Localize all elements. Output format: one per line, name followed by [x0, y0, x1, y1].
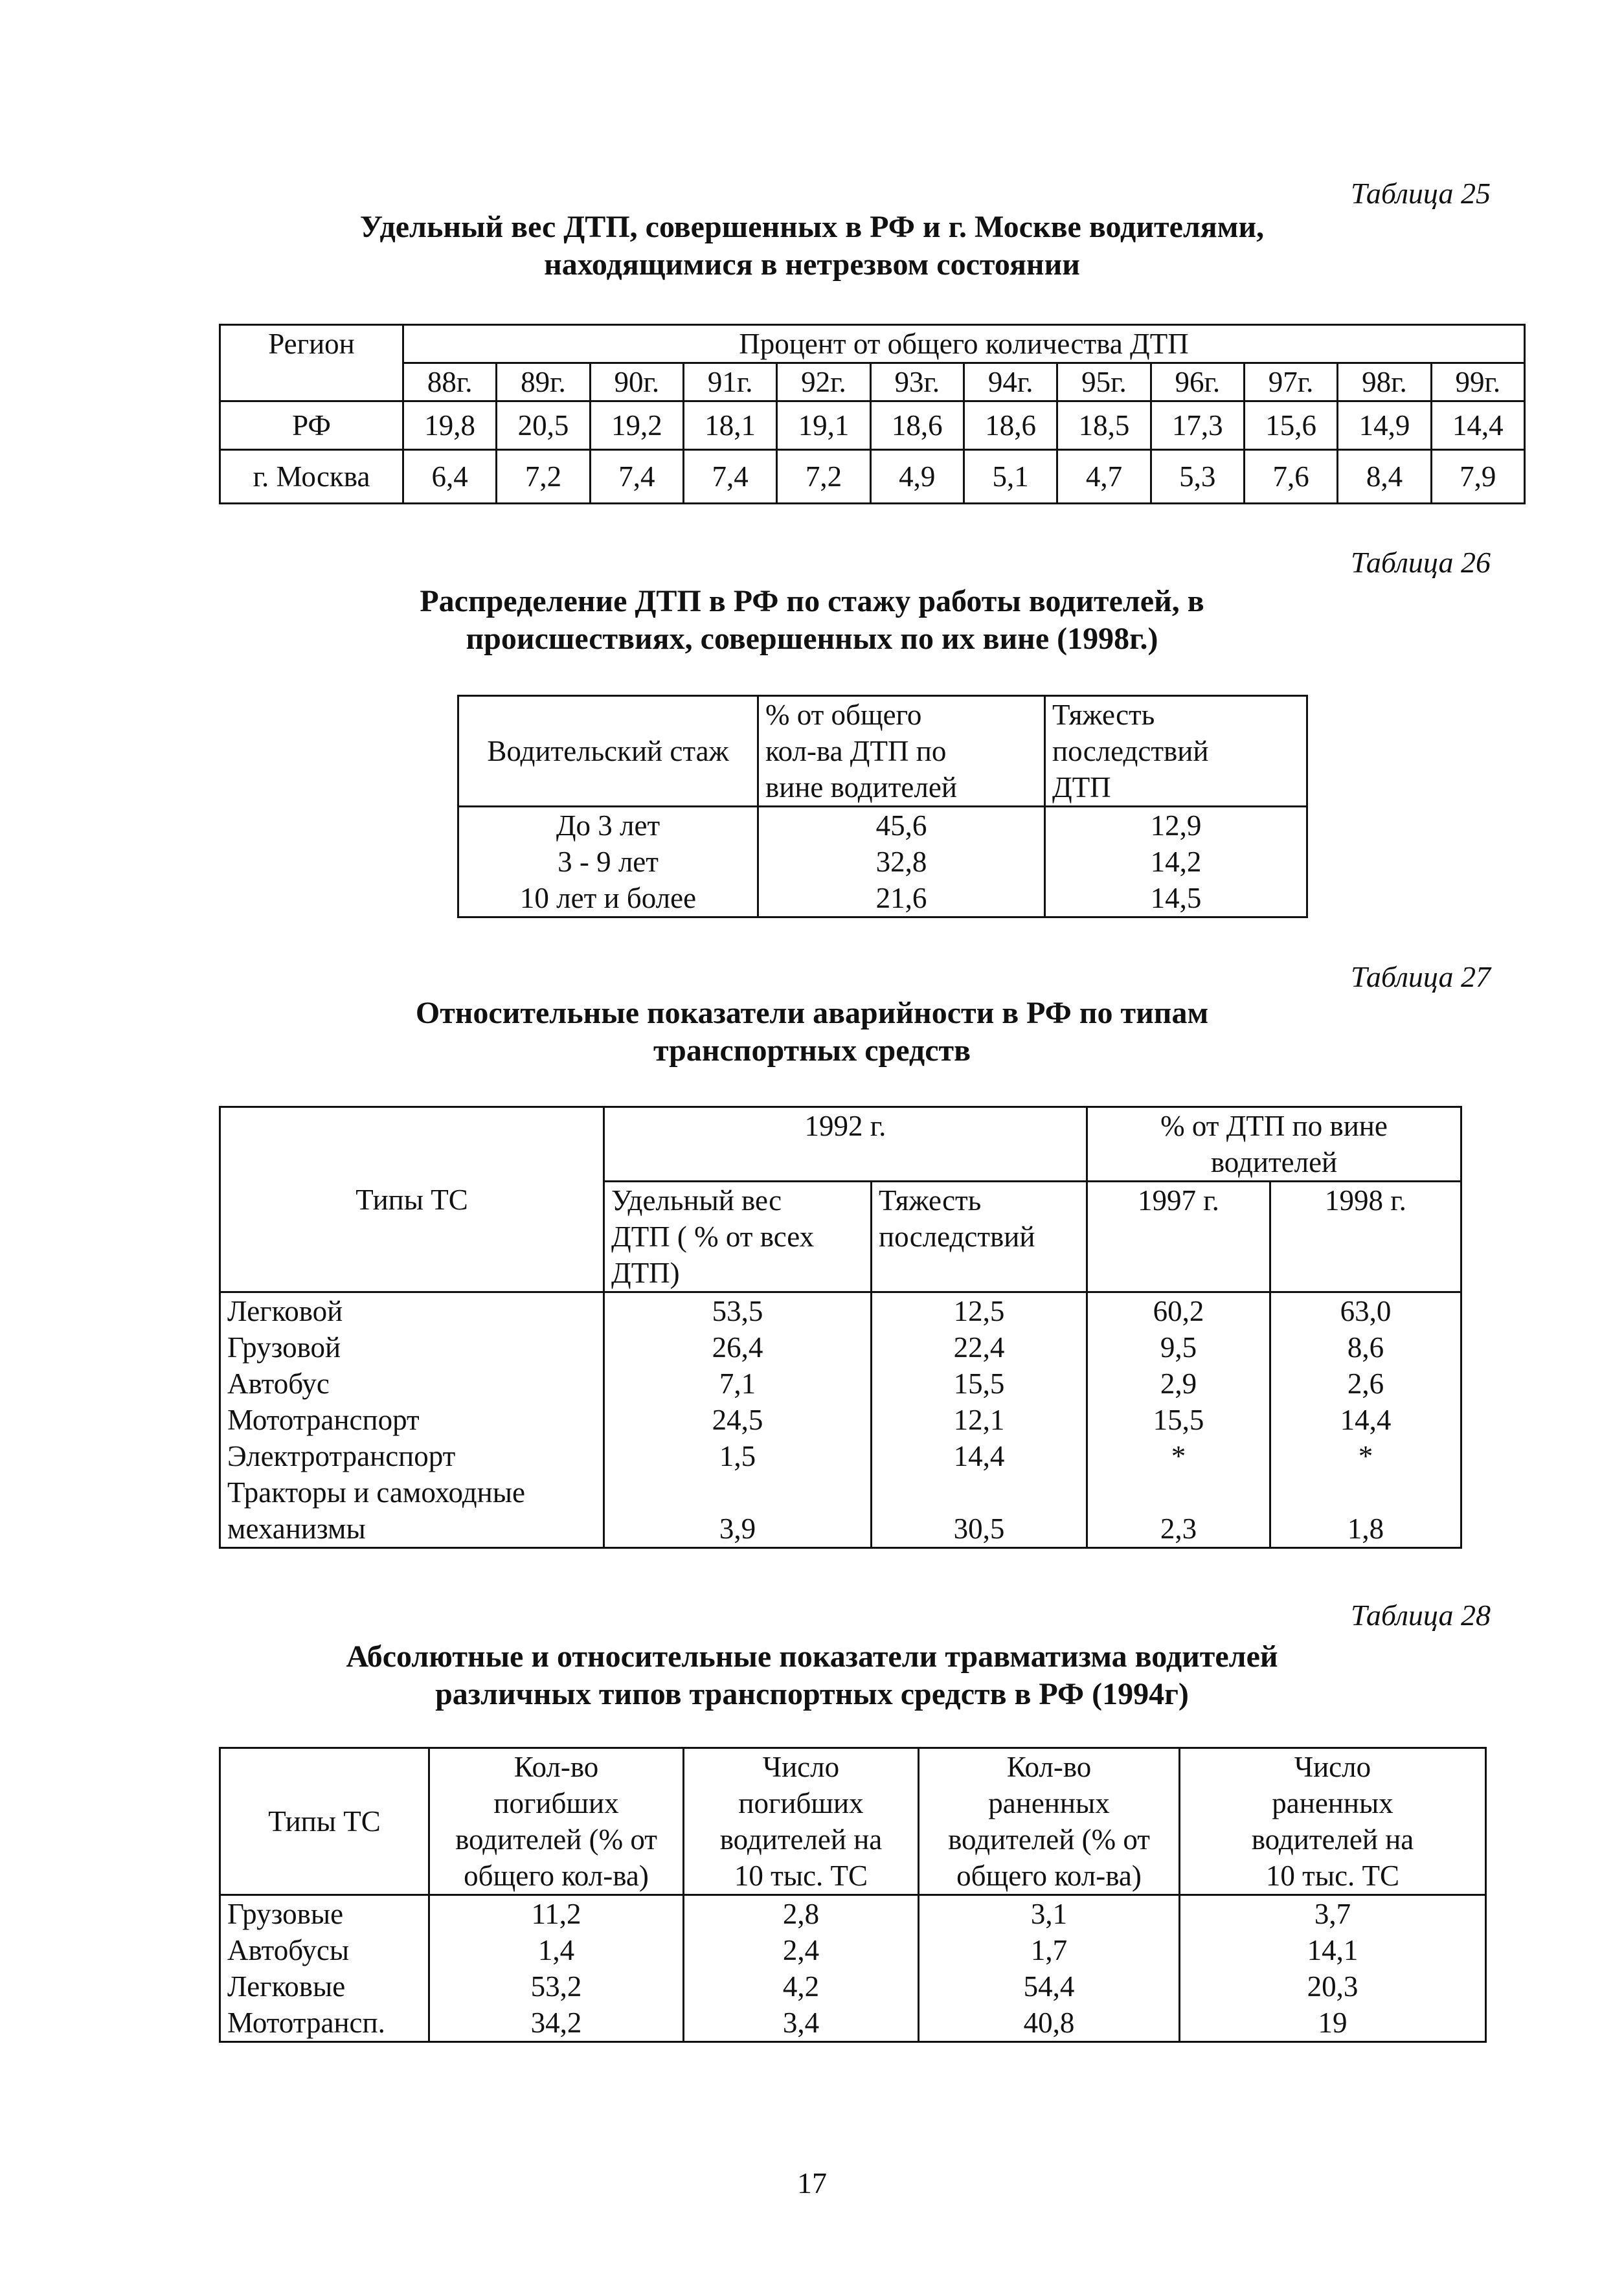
year-1998-cell: 1,8: [1270, 1474, 1461, 1548]
table-26-title-line: Распределение ДТП в РФ по стажу работы водителей, в: [420, 584, 1204, 618]
value-cell: 19: [1180, 2005, 1486, 2042]
value-cell: 8,4: [1338, 450, 1431, 504]
table-25-title-line: Удельный вес ДТП, совершенных в РФ и г. Москве водителями,: [359, 210, 1265, 244]
value-cell: 4,9: [870, 450, 964, 504]
year-header: 95г.: [1057, 363, 1151, 401]
value-cell: 54,4: [919, 1968, 1180, 2005]
type-line: Автобус: [227, 1367, 330, 1400]
type-line: Электротранспорт: [227, 1440, 456, 1472]
value-cell: 7,2: [497, 450, 590, 504]
type-cell: [220, 1438, 604, 1474]
table-26-label: Таблица 26: [1350, 546, 1491, 579]
value-cell: 11,2: [429, 1895, 684, 1933]
year-1997-cell: 2,9: [1087, 1366, 1270, 1402]
year-1997-cell: 15,5: [1087, 1402, 1270, 1438]
table-26-title-line: происшествиях, совершенных по их вине (1998г.): [466, 622, 1158, 656]
share-cell: 21,6: [758, 880, 1045, 917]
header-line: ДТП: [1052, 771, 1111, 804]
header-line: 10 тыс. ТС: [1265, 1860, 1400, 1892]
type-cell: Легковые: [220, 1968, 429, 2005]
type-cell: [220, 1474, 604, 1548]
share-cell: 32,8: [758, 844, 1045, 880]
type-line: Грузовой: [227, 1331, 341, 1364]
table-row: [220, 1402, 1461, 1438]
year-1997-cell: *: [1087, 1438, 1270, 1474]
fault-percent-header: [1087, 1107, 1461, 1182]
severity-cell: 14,5: [1045, 880, 1307, 917]
percent-group-header: Процент от общего количества ДТП: [403, 325, 1525, 363]
share-cell: 26,4: [604, 1329, 872, 1366]
table-28-title: [0, 1638, 1624, 1713]
table-row: [220, 401, 1525, 450]
severity-cell: 15,5: [872, 1366, 1087, 1402]
share-cell: 45,6: [758, 807, 1045, 844]
header-line: последствий: [879, 1220, 1035, 1253]
severity-cell: 22,4: [872, 1329, 1087, 1366]
severity-cell: 12,9: [1045, 807, 1307, 844]
page-number: 17: [797, 2166, 827, 2199]
header-line: водителей на: [1251, 1823, 1414, 1856]
year-header: 91г.: [683, 363, 776, 401]
year-1992-header: 1992 г.: [604, 1107, 1087, 1182]
year-header: 88г.: [403, 363, 497, 401]
share-cell: 24,5: [604, 1402, 872, 1438]
share-header: [604, 1182, 872, 1292]
injured-per-10k-header: [1180, 1748, 1486, 1895]
value-cell: 6,4: [403, 450, 497, 504]
table-28-title-line: Абсолютные и относительные показатели травматизма водителей: [346, 1639, 1278, 1674]
header-line: последствий: [1052, 735, 1209, 767]
share-cell: 7,1: [604, 1366, 872, 1402]
header-line: раненных: [1272, 1787, 1393, 1819]
year-header: 97г.: [1244, 363, 1337, 401]
year-1998-cell: 2,6: [1270, 1366, 1461, 1402]
table-27: [219, 1106, 1462, 1549]
value-cell: 15,6: [1244, 401, 1337, 450]
year-header: 94г.: [964, 363, 1057, 401]
value-cell: 7,6: [1244, 450, 1337, 504]
experience-header: Водительский стаж: [458, 696, 758, 807]
year-1998-cell: 63,0: [1270, 1292, 1461, 1330]
region-cell: РФ: [220, 401, 403, 450]
table-row: [220, 450, 1525, 504]
year-header: 89г.: [497, 363, 590, 401]
header-line: ДТП): [611, 1257, 680, 1289]
value-cell: 40,8: [919, 2005, 1180, 2042]
value-cell: 18,5: [1057, 401, 1151, 450]
value-cell: 7,4: [683, 450, 776, 504]
table-28-label: Таблица 28: [1350, 1599, 1491, 1632]
year-1998-cell: 14,4: [1270, 1402, 1461, 1438]
value-cell: 7,2: [777, 450, 870, 504]
region-cell: г. Москва: [220, 450, 403, 504]
table-row: [220, 1292, 1461, 1330]
table-row: [458, 807, 1307, 844]
value-cell: 34,2: [429, 2005, 684, 2042]
table-row: [220, 1329, 1461, 1366]
experience-cell: До 3 лет: [458, 807, 758, 844]
type-cell: [220, 1402, 604, 1438]
year-header: 92г.: [777, 363, 870, 401]
value-cell: 2,4: [684, 1932, 919, 1968]
table-row: [458, 880, 1307, 917]
type-cell: Грузовые: [220, 1895, 429, 1933]
header-line: погибших: [493, 1787, 619, 1819]
header-line: вине водителей: [765, 771, 957, 804]
severity-cell: 30,5: [872, 1474, 1087, 1548]
year-1997-header: 1997 г.: [1087, 1182, 1270, 1292]
value-cell: 19,8: [403, 401, 497, 450]
killed-per-10k-header: [684, 1748, 919, 1895]
type-cell: [220, 1292, 604, 1330]
value-cell: 4,7: [1057, 450, 1151, 504]
table-26-title: [0, 583, 1624, 658]
header-line: % от ДТП по вине: [1160, 1110, 1388, 1142]
header-line: Кол-во: [1006, 1751, 1092, 1783]
value-cell: 18,6: [964, 401, 1057, 450]
table-27-title-line: транспортных средств: [653, 1033, 971, 1068]
value-cell: 3,1: [919, 1895, 1180, 1933]
value-cell: 19,1: [777, 401, 870, 450]
table-row: [220, 1968, 1486, 2005]
header-line: Удельный вес: [611, 1184, 782, 1217]
year-1998-cell: *: [1270, 1438, 1461, 1474]
table-25-title-line: находящимися в нетрезвом состоянии: [544, 247, 1080, 282]
table-28: [219, 1747, 1487, 2043]
severity-cell: 14,4: [872, 1438, 1087, 1474]
type-line: механизмы: [227, 1513, 366, 1545]
table-25-label: Таблица 25: [1350, 177, 1491, 210]
year-header: 93г.: [870, 363, 964, 401]
injured-share-header: [919, 1748, 1180, 1895]
value-cell: 20,3: [1180, 1968, 1486, 2005]
table-row: [458, 844, 1307, 880]
region-header: Регион: [220, 325, 403, 401]
share-header: [758, 696, 1045, 807]
header-line: общего кол-ва): [956, 1860, 1142, 1892]
header-line: водителей: [1210, 1146, 1338, 1178]
value-cell: 7,4: [590, 450, 683, 504]
value-cell: 14,9: [1338, 401, 1431, 450]
value-cell: 18,1: [683, 401, 776, 450]
experience-cell: 10 лет и более: [458, 880, 758, 917]
value-cell: 19,2: [590, 401, 683, 450]
table-row: [220, 1932, 1486, 1968]
type-cell: [220, 1366, 604, 1402]
value-cell: 3,4: [684, 2005, 919, 2042]
year-header: 90г.: [590, 363, 683, 401]
table-28-title-line: различных типов транспортных средств в РФ (1994г): [435, 1677, 1189, 1711]
table-row: [220, 1474, 1461, 1548]
type-cell: Автобусы: [220, 1932, 429, 1968]
table-row: [220, 1895, 1486, 1933]
year-header: 98г.: [1338, 363, 1431, 401]
year-header: 96г.: [1151, 363, 1244, 401]
value-cell: 2,8: [684, 1895, 919, 1933]
type-header: Типы ТС: [220, 1748, 429, 1895]
type-line: Мототранспорт: [227, 1404, 420, 1436]
share-cell: 1,5: [604, 1438, 872, 1474]
header-line: Тяжесть: [879, 1184, 982, 1217]
year-1997-cell: 2,3: [1087, 1474, 1270, 1548]
header-line: водителей на: [719, 1823, 883, 1856]
value-cell: 1,4: [429, 1932, 684, 1968]
type-cell: Мототрансп.: [220, 2005, 429, 2042]
header-line: погибших: [738, 1787, 864, 1819]
header-line: водителей (% от: [948, 1823, 1150, 1856]
header-line: водителей (% от: [455, 1823, 657, 1856]
severity-cell: 14,2: [1045, 844, 1307, 880]
table-26: [457, 695, 1308, 918]
year-header: 99г.: [1431, 363, 1524, 401]
type-header: Типы ТС: [220, 1107, 604, 1292]
value-cell: 18,6: [870, 401, 964, 450]
table-row: [220, 2005, 1486, 2042]
year-1998-header: 1998 г.: [1270, 1182, 1461, 1292]
year-1998-cell: 8,6: [1270, 1329, 1461, 1366]
value-cell: 4,2: [684, 1968, 919, 2005]
header-line: % от общего: [765, 699, 922, 731]
header-line: Тяжесть: [1052, 699, 1155, 731]
year-1997-cell: 60,2: [1087, 1292, 1270, 1330]
table-25-title: [0, 208, 1624, 284]
header-line: Число: [1294, 1751, 1371, 1783]
year-1997-cell: 9,5: [1087, 1329, 1270, 1366]
table-row: [220, 1366, 1461, 1402]
header-line: Число: [762, 1751, 840, 1783]
header-line: Кол-во: [513, 1751, 599, 1783]
table-25: [219, 324, 1526, 504]
table-27-title: [0, 995, 1624, 1070]
type-line: Легковой: [227, 1295, 343, 1327]
value-cell: 5,1: [964, 450, 1057, 504]
header-line: кол-ва ДТП по: [765, 735, 947, 767]
value-cell: 1,7: [919, 1932, 1180, 1968]
value-cell: 14,1: [1180, 1932, 1486, 1968]
value-cell: 17,3: [1151, 401, 1244, 450]
header-line: 10 тыс. ТС: [734, 1860, 868, 1892]
header-line: общего кол-ва): [464, 1860, 649, 1892]
value-cell: 7,9: [1431, 450, 1524, 504]
value-cell: 53,2: [429, 1968, 684, 2005]
table-row: [220, 1438, 1461, 1474]
experience-cell: 3 - 9 лет: [458, 844, 758, 880]
value-cell: 5,3: [1151, 450, 1244, 504]
table-27-title-line: Относительные показатели аварийности в РФ по типам: [415, 996, 1209, 1030]
severity-header: [1045, 696, 1307, 807]
table-27-label: Таблица 27: [1350, 960, 1491, 993]
share-cell: 3,9: [604, 1474, 872, 1548]
share-cell: 53,5: [604, 1292, 872, 1330]
type-cell: [220, 1329, 604, 1366]
header-line: ДТП ( % от всех: [611, 1220, 815, 1253]
header-line: раненных: [988, 1787, 1110, 1819]
severity-header: [872, 1182, 1087, 1292]
severity-cell: 12,1: [872, 1402, 1087, 1438]
value-cell: 20,5: [497, 401, 590, 450]
killed-share-header: [429, 1748, 684, 1895]
severity-cell: 12,5: [872, 1292, 1087, 1330]
value-cell: 3,7: [1180, 1895, 1486, 1933]
type-line: Тракторы и самоходные: [227, 1476, 525, 1509]
value-cell: 14,4: [1431, 401, 1524, 450]
